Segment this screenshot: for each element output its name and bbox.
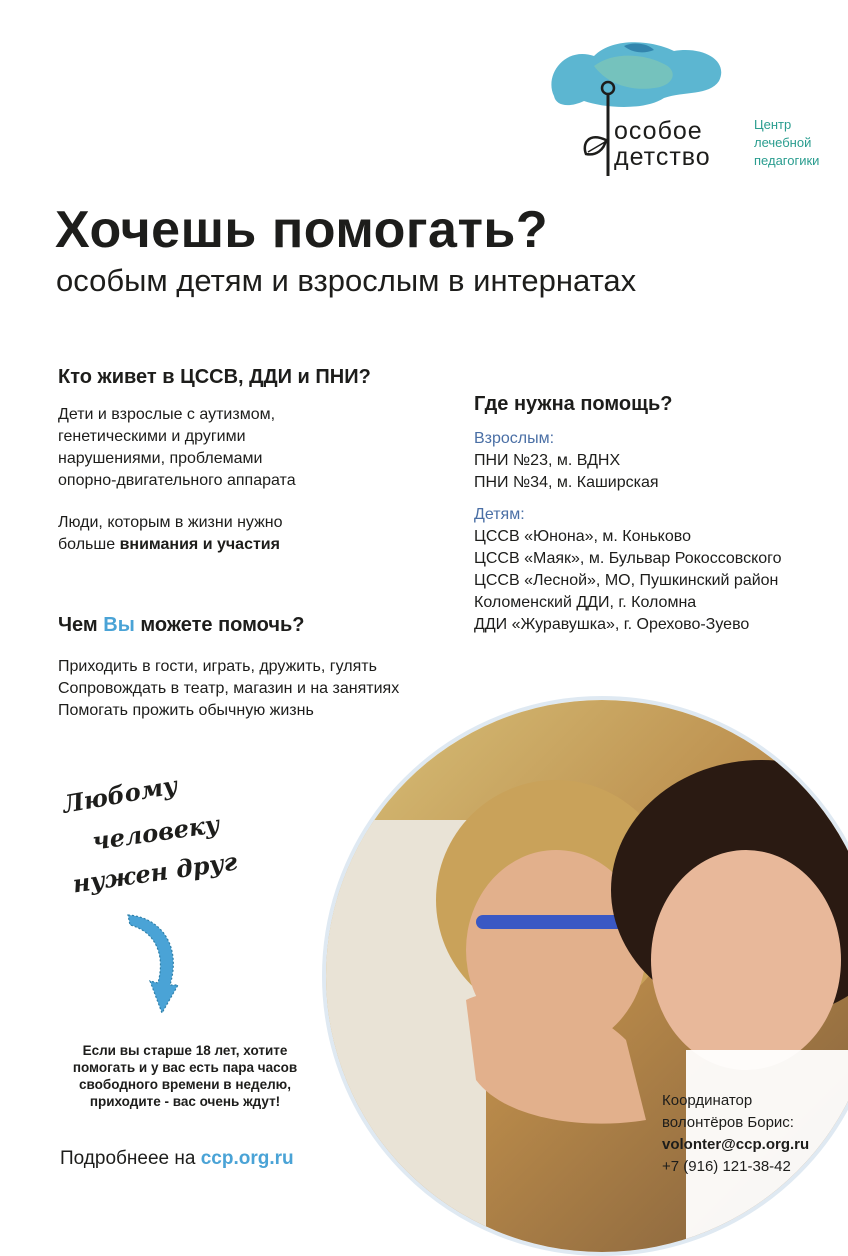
- call-to-action: [60, 1042, 310, 1110]
- who-need: [58, 512, 418, 556]
- slogan-line: Любому: [60, 770, 180, 819]
- logo-flower-icon: [578, 80, 618, 180]
- help-heading-post: можете помочь?: [134, 614, 305, 636]
- help-heading-pre: Чем: [58, 614, 104, 636]
- list-item: Помогать прожить обычную жизнь: [58, 702, 314, 719]
- coordinator-email[interactable]: volonter@ccp.org.ru: [662, 1136, 810, 1153]
- list-item: ПНИ №23, м. ВДНХ: [474, 452, 621, 469]
- who-line: нарушениями, проблемами: [58, 450, 263, 467]
- logo: [534, 36, 834, 186]
- who-need-line: Люди, которым в жизни нужно: [58, 514, 283, 531]
- list-item: Приходить в гости, играть, дружить, гулять: [58, 658, 377, 675]
- list-item: ЦССВ «Лесной», МО, Пушкинский район: [474, 572, 779, 589]
- page-subtitle: особым детям и взрослым в интернатах: [56, 263, 637, 298]
- who-line: Дети и взрослые с аутизмом,: [58, 406, 276, 423]
- who-line: генетическими и другими: [58, 428, 246, 445]
- coordinator-line: Координатор: [662, 1092, 753, 1109]
- who-need-plain: больше: [58, 536, 120, 553]
- more-prefix: Подробнеее на: [60, 1148, 201, 1169]
- logo-side-text: [754, 116, 819, 170]
- who-heading: Кто живет в ЦССВ, ДДИ и ПНИ?: [58, 366, 371, 388]
- who-need-bold: внимания и участия: [119, 536, 280, 553]
- logo-word-1: особое: [614, 117, 703, 145]
- more-info: [60, 1148, 294, 1170]
- coordinator-line: волонтёров Борис:: [662, 1114, 794, 1131]
- where-kids: [474, 504, 844, 636]
- slogan-line: человеку: [90, 809, 222, 856]
- adults-label: Взрослым:: [474, 430, 555, 447]
- cta-line: Если вы старше 18 лет, хотите: [82, 1043, 288, 1058]
- cta-line: помогать и у вас есть пара часов: [72, 1060, 298, 1075]
- logo-side-line: педагогики: [754, 153, 820, 168]
- coordinator-phone[interactable]: +7 (916) 121-38-42: [662, 1158, 791, 1175]
- logo-side-line: Центр: [754, 117, 792, 132]
- help-heading-accent: Вы: [103, 614, 135, 636]
- arrow-down-icon: [120, 905, 190, 1020]
- where-adults: [474, 428, 834, 494]
- list-item: ДДИ «Журавушка», г. Орехово-Зуево: [474, 616, 750, 633]
- list-item: ЦССВ «Юнона», м. Коньково: [474, 528, 691, 545]
- page-title: Хочешь помогать?: [55, 201, 549, 259]
- logo-paint-splash: [534, 36, 734, 116]
- cta-line: приходите - вас очень ждут!: [89, 1094, 281, 1109]
- coordinator-contact: [662, 1090, 842, 1178]
- who-description: [58, 404, 418, 492]
- list-item: ПНИ №34, м. Каширская: [474, 474, 659, 491]
- where-heading: Где нужна помощь?: [474, 393, 673, 415]
- slogan: [52, 770, 272, 910]
- help-heading: [58, 614, 305, 637]
- who-need-line-2: [58, 534, 418, 556]
- who-line: опорно-двигательного аппарата: [58, 472, 296, 489]
- help-list: [58, 656, 458, 722]
- logo-side-line: лечебной: [754, 135, 812, 150]
- kids-label: Детям:: [474, 506, 525, 523]
- slogan-line: нужен друг: [70, 846, 239, 899]
- list-item: Сопровождать в театр, магазин и на занятиях: [58, 680, 400, 697]
- list-item: Коломенский ДДИ, г. Коломна: [474, 594, 697, 611]
- website-link[interactable]: ccp.org.ru: [200, 1148, 294, 1169]
- list-item: ЦССВ «Маяк», м. Бульвар Рокоссовского: [474, 550, 782, 567]
- cta-line: свободного времени в неделю,: [79, 1077, 291, 1092]
- logo-word-2: детство: [614, 143, 711, 171]
